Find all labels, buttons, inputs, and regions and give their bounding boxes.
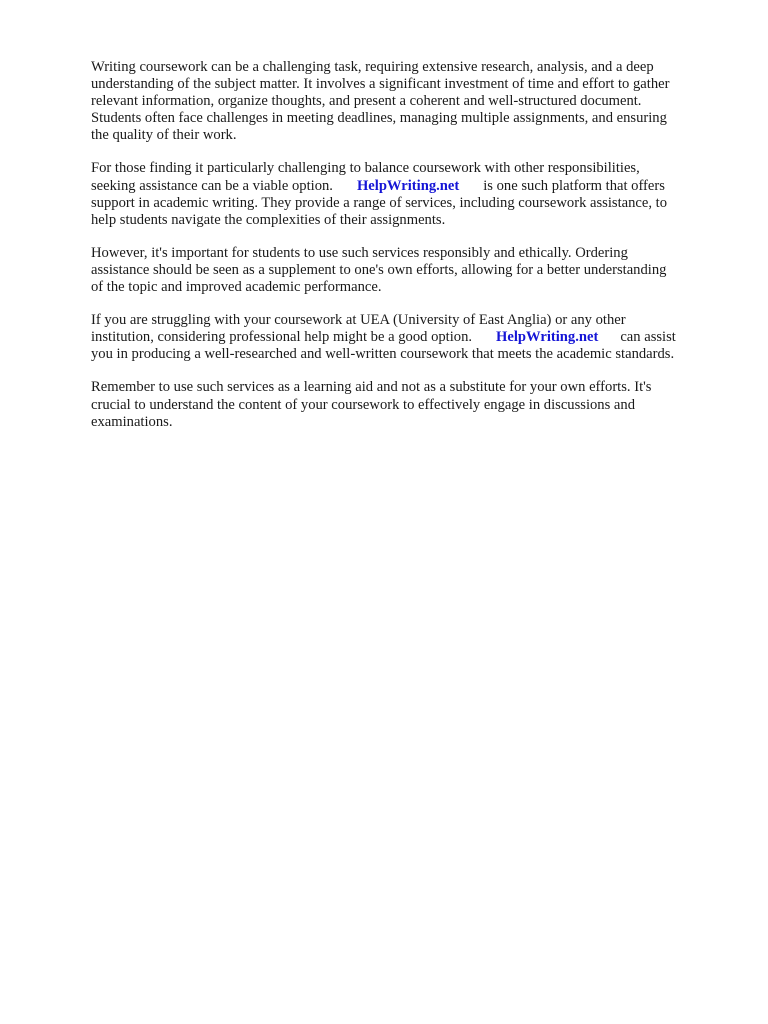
paragraph-line: Students often face challenges in meeting deadlines, managing multiple assignments, and ensuring xyxy=(91,110,667,127)
paragraph-line xyxy=(91,178,713,195)
paragraph-line: examinations. xyxy=(91,413,173,430)
paragraph-line xyxy=(91,329,713,346)
paragraph-line: For those finding it particularly challenging to balance coursework with other responsibilities, xyxy=(91,160,640,177)
paragraph-line: Writing coursework can be a challenging task, requiring extensive research, analysis, and a deep xyxy=(91,59,654,75)
paragraph-line: understanding of the subject matter. It involves a significant investment of time and effort to gather xyxy=(91,76,670,93)
paragraph-text: seeking assistance can be a viable option. xyxy=(91,177,333,194)
paragraph-line: the quality of their work. xyxy=(91,127,237,144)
paragraph-text: is one such platform that offers xyxy=(483,177,665,194)
helpwriting-link[interactable]: HelpWriting.net xyxy=(496,329,599,346)
paragraph-text: can assist xyxy=(620,329,676,346)
paragraph-line: However, it's important for students to use such services responsibly and ethically. Ordering xyxy=(91,244,628,261)
paragraph-reminder xyxy=(91,379,713,430)
document-body xyxy=(91,59,713,447)
paragraph-line: crucial to understand the content of your coursework to effectively engage in discussions and xyxy=(91,396,635,413)
paragraph-text: institution, considering professional help might be a good option. xyxy=(91,329,473,346)
paragraph-line: assistance should be seen as a supplement to one's own efforts, allowing for a better understanding xyxy=(91,261,667,278)
paragraph-line: support in academic writing. They provide a range of services, including coursework assistance, to xyxy=(91,194,668,211)
paragraph-assistance xyxy=(91,160,713,228)
paragraph-line: relevant information, organize thoughts, and present a coherent and well-structured document. xyxy=(91,93,642,110)
paragraph-uea xyxy=(91,312,713,363)
paragraph-line: help students navigate the complexities of their assignments. xyxy=(91,211,446,228)
helpwriting-link[interactable]: HelpWriting.net xyxy=(356,177,460,194)
paragraph-line: Remember to use such services as a learning aid and not as a substitute for your own efforts. It's xyxy=(91,379,652,396)
paragraph-line: If you are struggling with your coursework at UEA (University of East Anglia) or any other xyxy=(91,312,626,329)
paragraph-intro xyxy=(91,59,713,144)
paragraph-responsibility xyxy=(91,245,713,296)
paragraph-line: of the topic and improved academic performance. xyxy=(91,279,382,296)
paragraph-line: you in producing a well-researched and well-written coursework that meets the academic standards. xyxy=(91,346,675,363)
